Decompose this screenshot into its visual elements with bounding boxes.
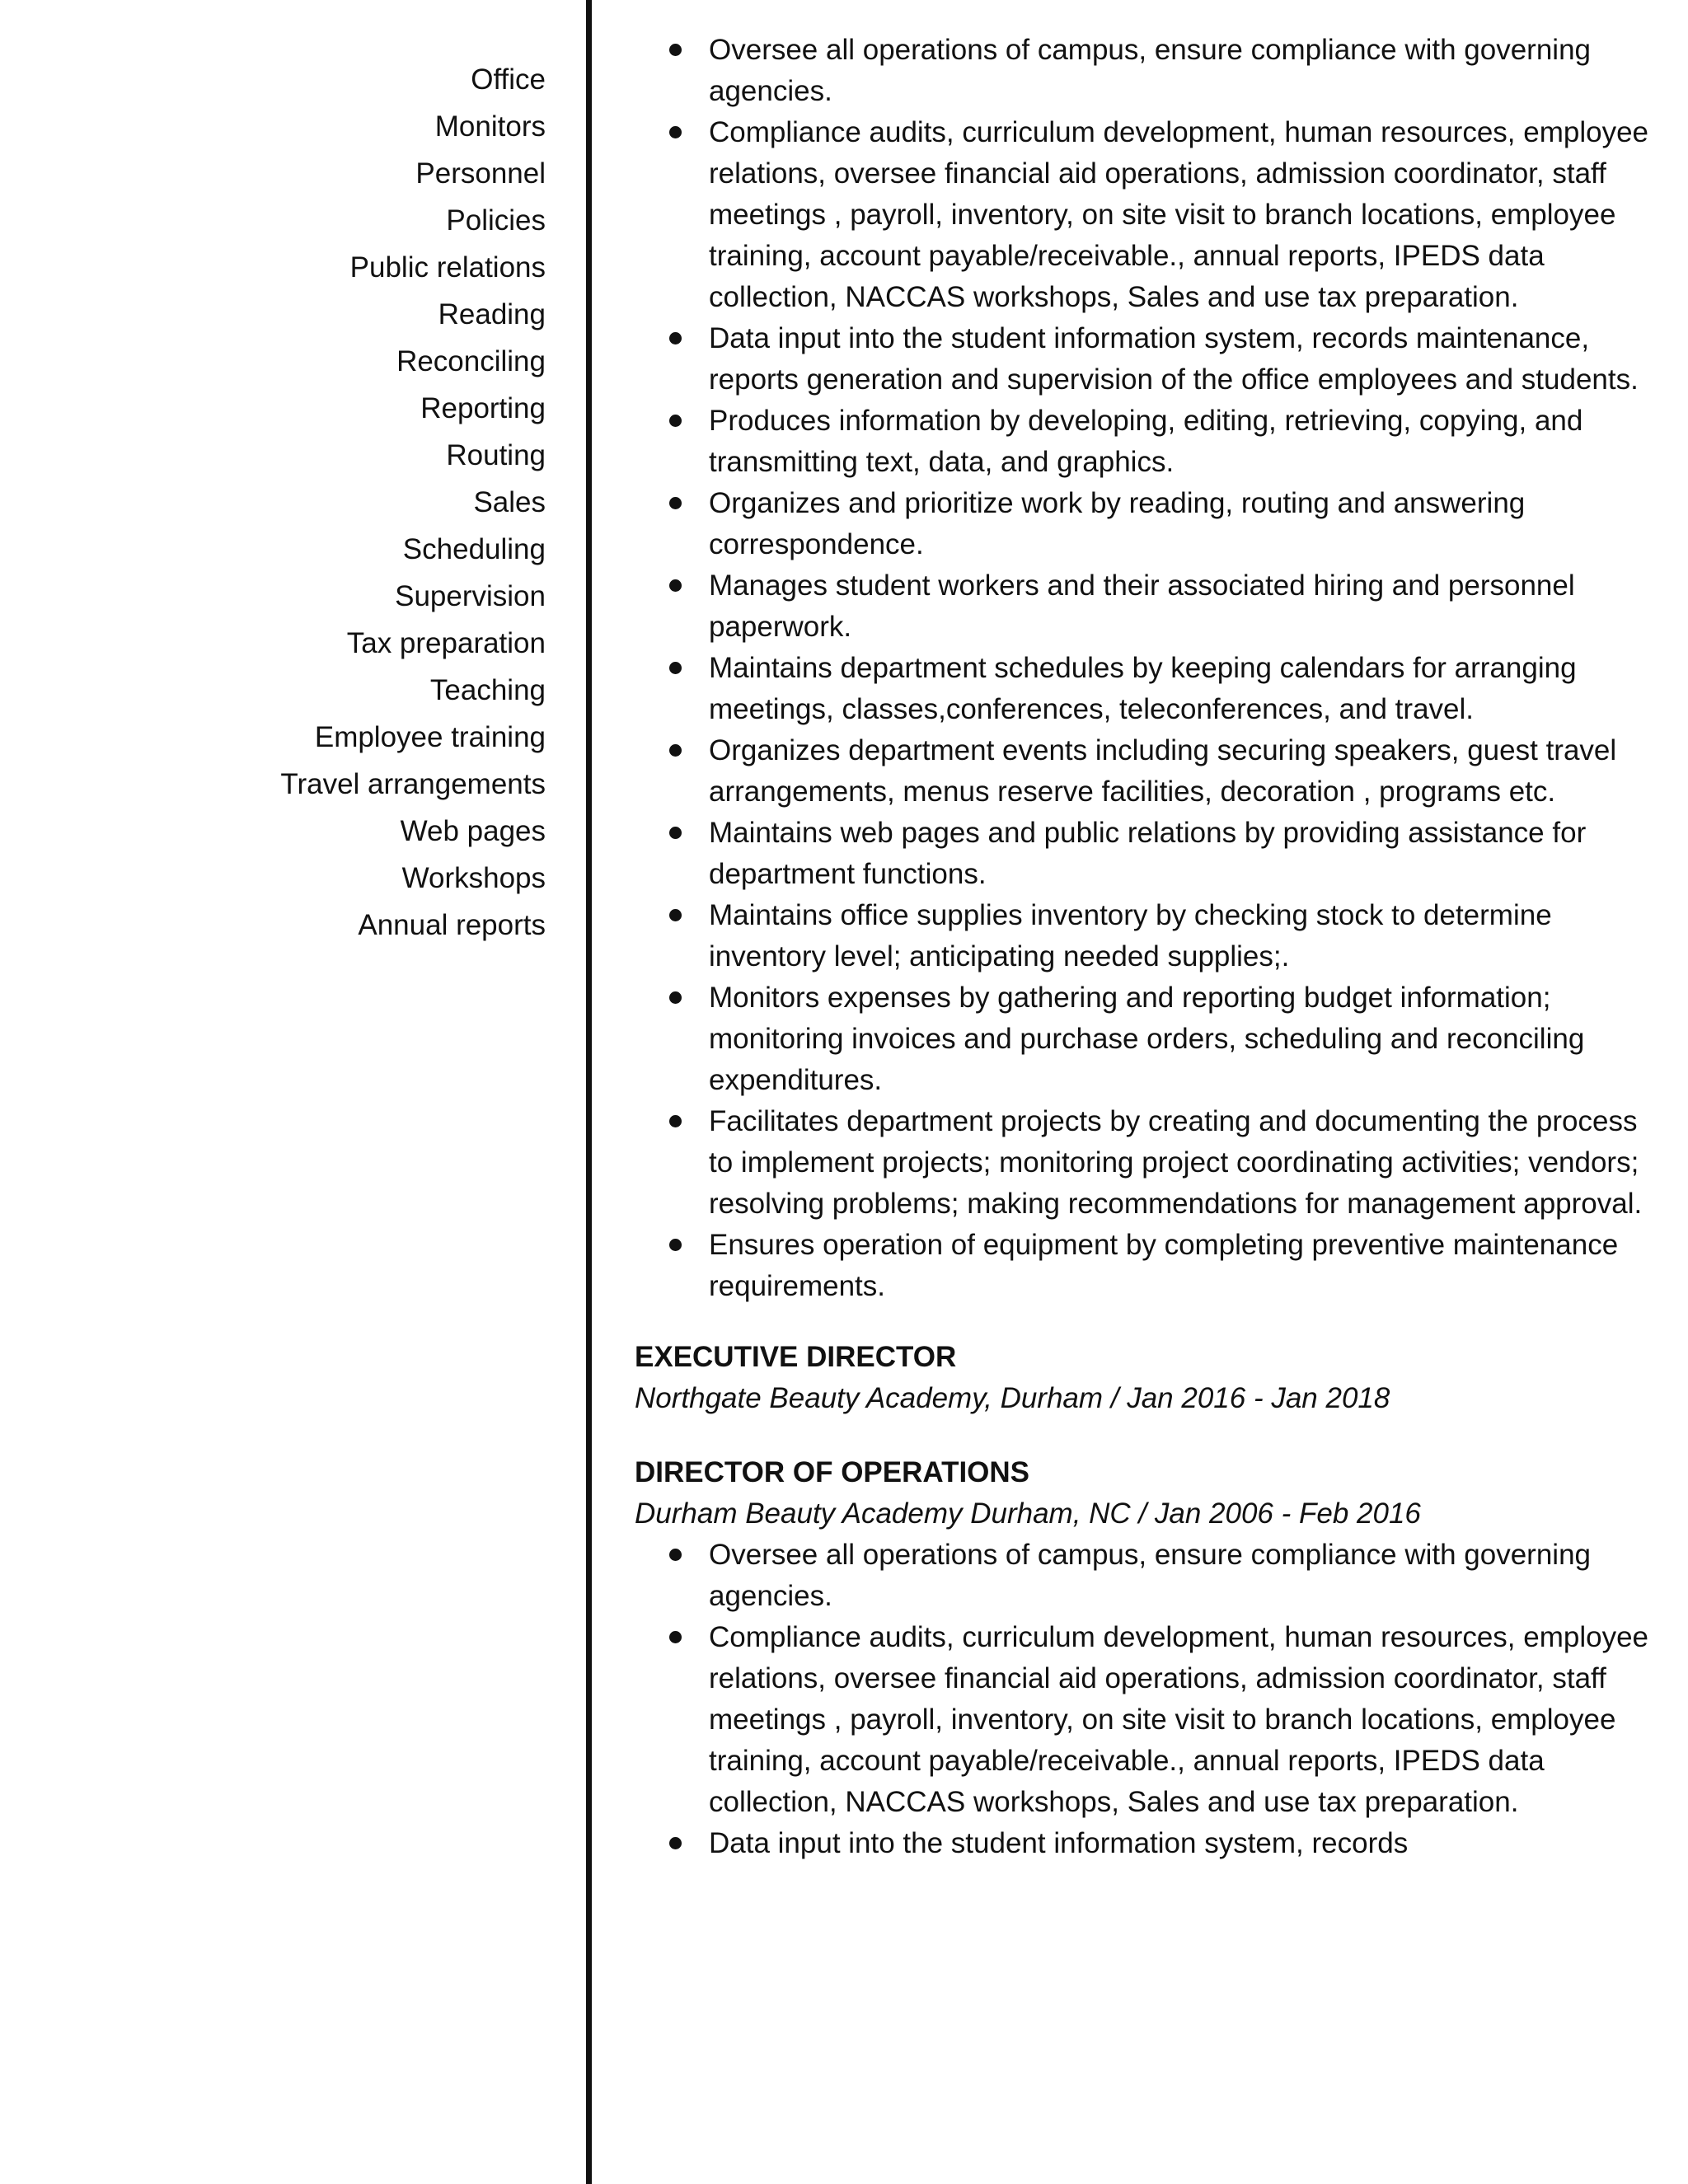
- duty-text: Oversee all operations of campus, ensure compliance with governing agencies.: [709, 34, 1592, 107]
- skill-item: Routing: [446, 439, 546, 471]
- duty-text: Manages student workers and their associated hiring and personnel paperwork.: [709, 569, 1575, 643]
- list-item: [635, 318, 1648, 401]
- skill-item: Teaching: [429, 674, 546, 706]
- list-item: [635, 1617, 1648, 1823]
- list-item: [635, 112, 1648, 318]
- duty-text: Compliance audits, curriculum development, human resources, employee relations, oversee financial aid operations, admission coordinator, staff meetings , payroll, inventory, on site visit to branch locations, employee training, account payable/receivable., annual reports, IPEDS data collection, NACCAS workshops, Sales and use tax preparation.: [709, 1621, 1648, 1818]
- bullet-icon: [669, 909, 682, 921]
- skill-item: Workshops: [401, 862, 546, 894]
- skill-item: Policies: [446, 204, 546, 237]
- job-title: EXECUTIVE DIRECTOR: [635, 1341, 957, 1373]
- job-entry: [635, 1452, 1648, 1864]
- skill-item: Reconciling: [396, 345, 546, 377]
- bullet-icon: [669, 991, 682, 1004]
- duties-list: [635, 30, 1648, 1307]
- job-title: DIRECTOR OF OPERATIONS: [635, 1456, 1030, 1488]
- skill-item: Office: [471, 63, 546, 96]
- bullet-icon: [669, 126, 682, 138]
- list-item: [635, 1823, 1648, 1864]
- skill-item: Reading: [438, 298, 546, 330]
- duty-text: Produces information by developing, editing, retrieving, copying, and transmitting text, data, and graphics.: [709, 405, 1583, 478]
- duty-text: Facilitates department projects by creating and documenting the process to implement projects; monitoring project coordinating activities; vendors; resolving problems; making recommendations for management approval.: [709, 1105, 1643, 1220]
- list-item: [635, 1225, 1648, 1307]
- list-item: [635, 648, 1648, 730]
- skills-list: [0, 56, 546, 949]
- experience-section: [635, 30, 1648, 1864]
- column-divider: [586, 0, 592, 2184]
- duty-text: Ensures operation of equipment by completing preventive maintenance requirements.: [709, 1229, 1619, 1302]
- duty-text: Organizes and prioritize work by reading, routing and answering correspondence.: [709, 487, 1526, 560]
- duty-text: Maintains office supplies inventory by checking stock to determine inventory level; anticipating needed supplies;.: [709, 899, 1552, 972]
- skill-item: Public relations: [349, 251, 546, 284]
- bullet-icon: [669, 1837, 682, 1849]
- bullet-icon: [669, 1549, 682, 1561]
- list-item: [635, 30, 1648, 112]
- duties-list: [635, 1535, 1648, 1864]
- skill-item: Personnel: [415, 157, 546, 190]
- duty-text: Organizes department events including securing speakers, guest travel arrangements, menus reserve facilities, decoration , programs etc.: [709, 734, 1617, 808]
- list-item: [635, 813, 1648, 895]
- bullet-icon: [669, 497, 682, 509]
- skill-item: Employee training: [314, 721, 546, 753]
- list-item: [635, 730, 1648, 813]
- job-entry: [635, 1337, 1648, 1419]
- duty-text: Data input into the student information system, records: [709, 1827, 1409, 1859]
- bullet-icon: [669, 1115, 682, 1127]
- list-item: [635, 565, 1648, 648]
- bullet-icon: [669, 744, 682, 757]
- skill-item: Annual reports: [358, 909, 546, 941]
- skill-item: Scheduling: [402, 533, 546, 565]
- bullet-icon: [669, 1631, 682, 1643]
- list-item: [635, 1101, 1648, 1225]
- skill-item: Sales: [473, 486, 546, 518]
- list-item: [635, 977, 1648, 1101]
- job-employer-dates: Northgate Beauty Academy, Durham / Jan 2016 - Jan 2018: [635, 1382, 1390, 1414]
- duty-text: Compliance audits, curriculum development, human resources, employee relations, oversee financial aid operations, admission coordinator, staff meetings , payroll, inventory, on site visit to branch locations, employee training, account payable/receivable., annual reports, IPEDS data collection, NACCAS workshops, Sales and use tax preparation.: [709, 116, 1648, 313]
- bullet-icon: [669, 415, 682, 427]
- job-employer-dates: Durham Beauty Academy Durham, NC / Jan 2006 - Feb 2016: [635, 1497, 1421, 1530]
- bullet-icon: [669, 579, 682, 592]
- duty-text: Monitors expenses by gathering and reporting budget information; monitoring invoices and purchase orders, scheduling and reconciling expenditures.: [709, 982, 1585, 1096]
- bullet-icon: [669, 827, 682, 839]
- duty-text: Maintains web pages and public relations by providing assistance for department functions.: [709, 817, 1587, 890]
- skill-item: Reporting: [420, 392, 546, 424]
- bullet-icon: [669, 1239, 682, 1251]
- bullet-icon: [669, 332, 682, 344]
- list-item: [635, 401, 1648, 483]
- duty-text: Maintains department schedules by keeping calendars for arranging meetings, classes,conferences, teleconferences, and travel.: [709, 652, 1577, 725]
- duty-text: Oversee all operations of campus, ensure compliance with governing agencies.: [709, 1539, 1592, 1612]
- skill-item: Travel arrangements: [280, 768, 546, 800]
- list-item: [635, 895, 1648, 977]
- bullet-icon: [669, 44, 682, 56]
- list-item: [635, 483, 1648, 565]
- skill-item: Tax preparation: [346, 627, 546, 659]
- skill-item: Monitors: [434, 110, 546, 143]
- list-item: [635, 1535, 1648, 1617]
- duty-text: Data input into the student information system, records maintenance, reports generation and supervision of the office employees and students.: [709, 322, 1639, 396]
- skill-item: Supervision: [395, 580, 546, 612]
- skill-item: Web pages: [400, 815, 546, 847]
- bullet-icon: [669, 662, 682, 674]
